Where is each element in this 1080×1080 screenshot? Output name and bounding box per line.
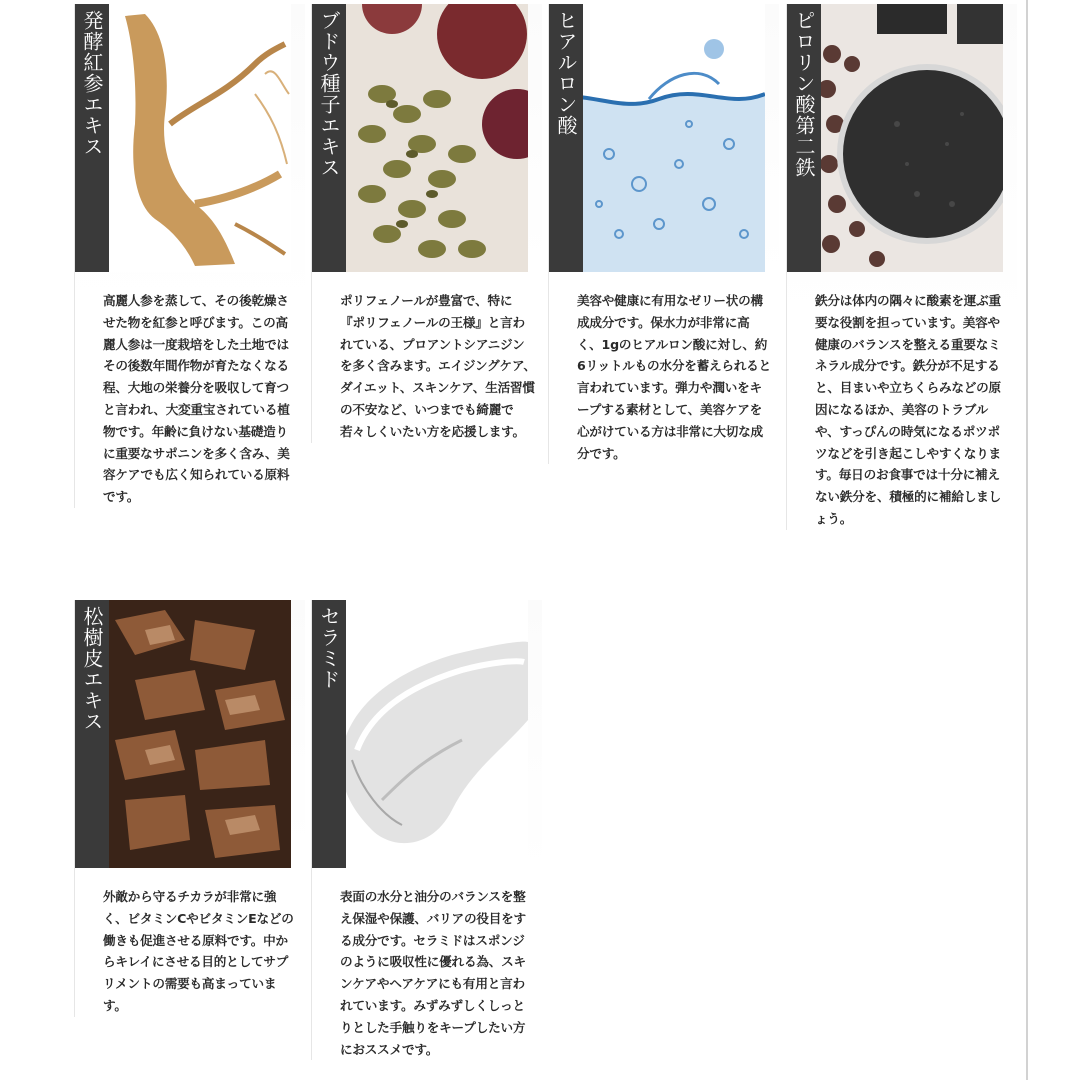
ingredient-name: ブドウ種子エキス xyxy=(312,4,346,272)
ingredient-card-ginseng xyxy=(74,4,305,508)
water-splash-image xyxy=(549,4,765,272)
ginseng-root-image xyxy=(75,4,291,272)
ingredient-description: 外敵から守るチカラが非常に強く、ビタミンCやビタミンEなどの働きも促進させる原料です。中からキレイにさせる目的としてサプリメントの需要も高まっています。 xyxy=(103,889,294,1013)
ingredient-card-hyaluronic-acid xyxy=(548,4,779,464)
ingredient-name: 松樹皮エキス xyxy=(75,600,109,868)
ingredient-name: セラミド xyxy=(312,600,346,868)
ingredient-description: 表面の水分と油分のバランスを整え保湿や保護、バリアの役目をする成分です。セラミドはスポンジのように吸収性に優れる為、スキンケアやヘアケアにも有用と言われています。みずみずしくしっとりとした手触りをキープしたい方におススメです。 xyxy=(340,889,526,1057)
ingredient-card-grape-seed xyxy=(311,4,542,443)
ingredient-description: ポリフェノールが豊富で、特に『ポリフェノールの王様』と言われている、プロアントシアニジンを多く含みます。エイジングケア、ダイエット、スキンケア、生活習慣の不安など、いつまでも綺麗で若々しくいたい方を応援します。 xyxy=(340,293,536,439)
ingredient-description: 高麗人参を蒸して、その後乾燥させた物を紅参と呼びます。この高麗人参は一度栽培をした土地ではその後数年間作物が育たなくなる程、大地の栄養分を吸収して育つと言われ、大変重宝されている植物です。年齢に負けない基礎造りに重要なサポニンを多く含み、美容ケアでも広く知られている原料です。 xyxy=(103,293,290,505)
ingredient-card-ferric-pyrophosphate xyxy=(786,4,1017,530)
ingredient-name: ピロリン酸第二鉄 xyxy=(787,4,821,272)
ingredient-card-pine-bark xyxy=(74,600,305,1017)
ingredient-description: 美容や健康に有用なゼリー状の構成成分です。保水力が非常に高く、1gのヒアルロン酸に対し、約6リットルもの水分を蓄えられると言われています。弾力や潤いをキープする素材として、美容ケアを心がけている方は非常に大切な成分です。 xyxy=(577,293,771,461)
ingredient-card-ceramide xyxy=(311,600,542,1060)
ingredient-name: ヒアルロン酸 xyxy=(549,4,583,272)
right-border xyxy=(1026,0,1028,1080)
ingredient-name: 発酵紅参エキス xyxy=(75,4,109,272)
pine-bark-image xyxy=(75,600,291,868)
grape-seeds-image xyxy=(312,4,528,272)
ingredient-description: 鉄分は体内の隅々に酸素を運ぶ重要な役割を担っています。美容や健康のバランスを整える重要なミネラル成分です。鉄分が不足すると、目まいや立ちくらみなどの原因になるほか、美容のトラブルや、すっぴんの時気になるポツポツなどを引き起こしやすくなります。毎日のお食事では十分に補えない鉄分を、積極的に補給しましょう。 xyxy=(815,293,1001,526)
ceramide-gel-image xyxy=(312,600,528,868)
iron-powder-image xyxy=(787,4,1003,272)
